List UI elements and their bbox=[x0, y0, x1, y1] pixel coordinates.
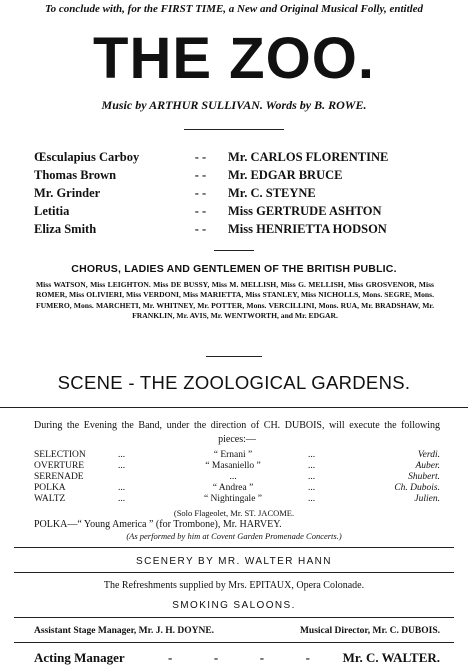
program-piece-type: WALTZ bbox=[34, 493, 66, 504]
program-leader: ... bbox=[118, 460, 126, 471]
cast-row bbox=[34, 220, 454, 238]
program-composer: Shubert. bbox=[408, 471, 440, 482]
acting-manager-label: Acting Manager bbox=[34, 650, 125, 665]
cast-list bbox=[34, 148, 454, 238]
scene-heading: SCENE - THE ZOOLOGICAL GARDENS. bbox=[57, 372, 411, 393]
program-composer: Auber. bbox=[415, 460, 440, 471]
program-row bbox=[34, 449, 440, 460]
dash: - bbox=[213, 650, 219, 665]
cast-actor: Mr. CARLOS FLORENTINE bbox=[228, 149, 389, 164]
performed-note: (As performed by him at Covent Garden Promenade Concerts.) bbox=[126, 531, 342, 541]
program-row bbox=[34, 493, 440, 504]
program-title: “ Ernani ” bbox=[213, 449, 253, 460]
refreshments-note: The Refreshments supplied by Mrs. EPITAUX, Opera Colonade. bbox=[103, 580, 365, 591]
divider bbox=[14, 617, 454, 618]
assistant-stage-manager: Assistant Stage Manager, Mr. J. H. DOYNE. bbox=[34, 626, 215, 636]
cast-row bbox=[34, 148, 454, 166]
smoking-saloons: SMOKING SALOONS. bbox=[172, 600, 296, 611]
polka-line: POLKA—“ Young America ” (for Trombone), Mr. HARVEY. bbox=[34, 519, 282, 530]
cast-role: Thomas Brown bbox=[34, 167, 117, 182]
cast-role: Œsculapius Carboy bbox=[34, 149, 140, 164]
program-row bbox=[34, 460, 440, 471]
cast-dashes: - - bbox=[194, 185, 207, 200]
program-leader: ... bbox=[118, 482, 126, 493]
program-leader: ... bbox=[308, 482, 316, 493]
acting-dashes bbox=[168, 650, 326, 666]
program-leader: ... bbox=[308, 460, 316, 471]
program-piece-type: SELECTION bbox=[34, 449, 86, 460]
cast-actor: Miss HENRIETTA HODSON bbox=[228, 221, 387, 236]
cast-role: Mr. Grinder bbox=[34, 185, 101, 200]
musical-director: Musical Director, Mr. C. DUBOIS. bbox=[299, 626, 440, 636]
credits-line: Music by ARTHUR SULLIVAN. Words by B. ROWE. bbox=[101, 98, 367, 112]
intro-text: To conclude with, for the FIRST TIME, a New and Original Musical Folly, entitled bbox=[44, 3, 424, 15]
program-row bbox=[34, 471, 440, 482]
program-leader: ... bbox=[118, 449, 126, 460]
program-leader: ... bbox=[308, 471, 316, 482]
program-composer: Ch. Dubois. bbox=[394, 482, 440, 493]
program-piece-type: OVERTURE bbox=[34, 460, 85, 471]
program-list bbox=[34, 449, 440, 504]
cast-dashes: - - bbox=[194, 167, 207, 182]
staff-line bbox=[34, 626, 440, 636]
cast-row bbox=[34, 202, 454, 220]
cast-role: Eliza Smith bbox=[34, 221, 97, 236]
divider bbox=[0, 407, 468, 408]
program-title: ... bbox=[229, 471, 237, 482]
cast-actor: Mr. C. STEYNE bbox=[228, 185, 316, 200]
program-leader: ... bbox=[308, 493, 316, 504]
cast-dashes: - - bbox=[194, 221, 207, 236]
program-title: “ Andrea ” bbox=[212, 482, 254, 493]
acting-manager-line bbox=[34, 650, 440, 666]
program-title: “ Nightingale ” bbox=[203, 493, 263, 504]
dash: - bbox=[259, 650, 265, 665]
acting-manager-name: Mr. C. WALTER. bbox=[342, 650, 440, 665]
chorus-heading: CHORUS, LADIES AND GENTLEMEN OF THE BRITISH PUBLIC. bbox=[71, 263, 397, 275]
dash: - bbox=[168, 650, 173, 665]
program-piece-type: POLKA bbox=[34, 482, 66, 493]
program-piece-type: SERENADE bbox=[34, 471, 84, 482]
program-composer: Verdi. bbox=[417, 449, 440, 460]
solo-note: (Solo Flageolet, Mr. ST. JACOME. bbox=[173, 508, 295, 518]
dash: - bbox=[305, 650, 310, 665]
divider bbox=[14, 572, 454, 573]
cast-row bbox=[34, 166, 454, 184]
program-composer: Julien. bbox=[414, 493, 440, 504]
program-row bbox=[34, 482, 440, 493]
divider bbox=[206, 356, 262, 357]
program-title: “ Masaniello ” bbox=[205, 460, 261, 471]
cast-dashes: - - bbox=[194, 149, 207, 164]
cast-actor: Miss GERTRUDE ASHTON bbox=[228, 203, 382, 218]
band-intro: During the Evening the Band, under the direction of CH. DUBOIS, will execute the following pieces:— bbox=[34, 420, 440, 445]
play-title: THE ZOO. bbox=[93, 26, 375, 91]
program-leader: ... bbox=[118, 493, 126, 504]
divider bbox=[184, 129, 284, 130]
cast-row bbox=[34, 184, 454, 202]
cast-dashes: - - bbox=[194, 203, 207, 218]
divider bbox=[14, 547, 454, 548]
cast-role: Letitia bbox=[34, 203, 70, 218]
divider bbox=[14, 642, 454, 643]
scenery-credit: SCENERY BY MR. WALTER HANN bbox=[136, 556, 332, 567]
program-leader: ... bbox=[308, 449, 316, 460]
divider bbox=[214, 250, 254, 251]
cast-actor: Mr. EDGAR BRUCE bbox=[228, 167, 343, 182]
chorus-members: Miss WATSON, Miss LEIGHTON. Miss DE BUSSY, Miss M. MELLISH, Miss G. MELLISH, Miss GROSVENOR, Miss ROMER, Miss OLIVIERI, Miss VERDONI, Miss MARIETTA, Miss STANLEY, Miss NICHOLLS, Mons. SEGRE, Mons. FUMERO, Mons. MARCHETI, Mr. WHITNEY, Mr. POTTER, Mons. VERCILLINI, Mons. RUA, Mr. BRADSHAW, Mr. FRANKLIN, Mr. AVIS, Mr. WENTWORTH, and Mr. EDGAR. bbox=[36, 280, 434, 321]
